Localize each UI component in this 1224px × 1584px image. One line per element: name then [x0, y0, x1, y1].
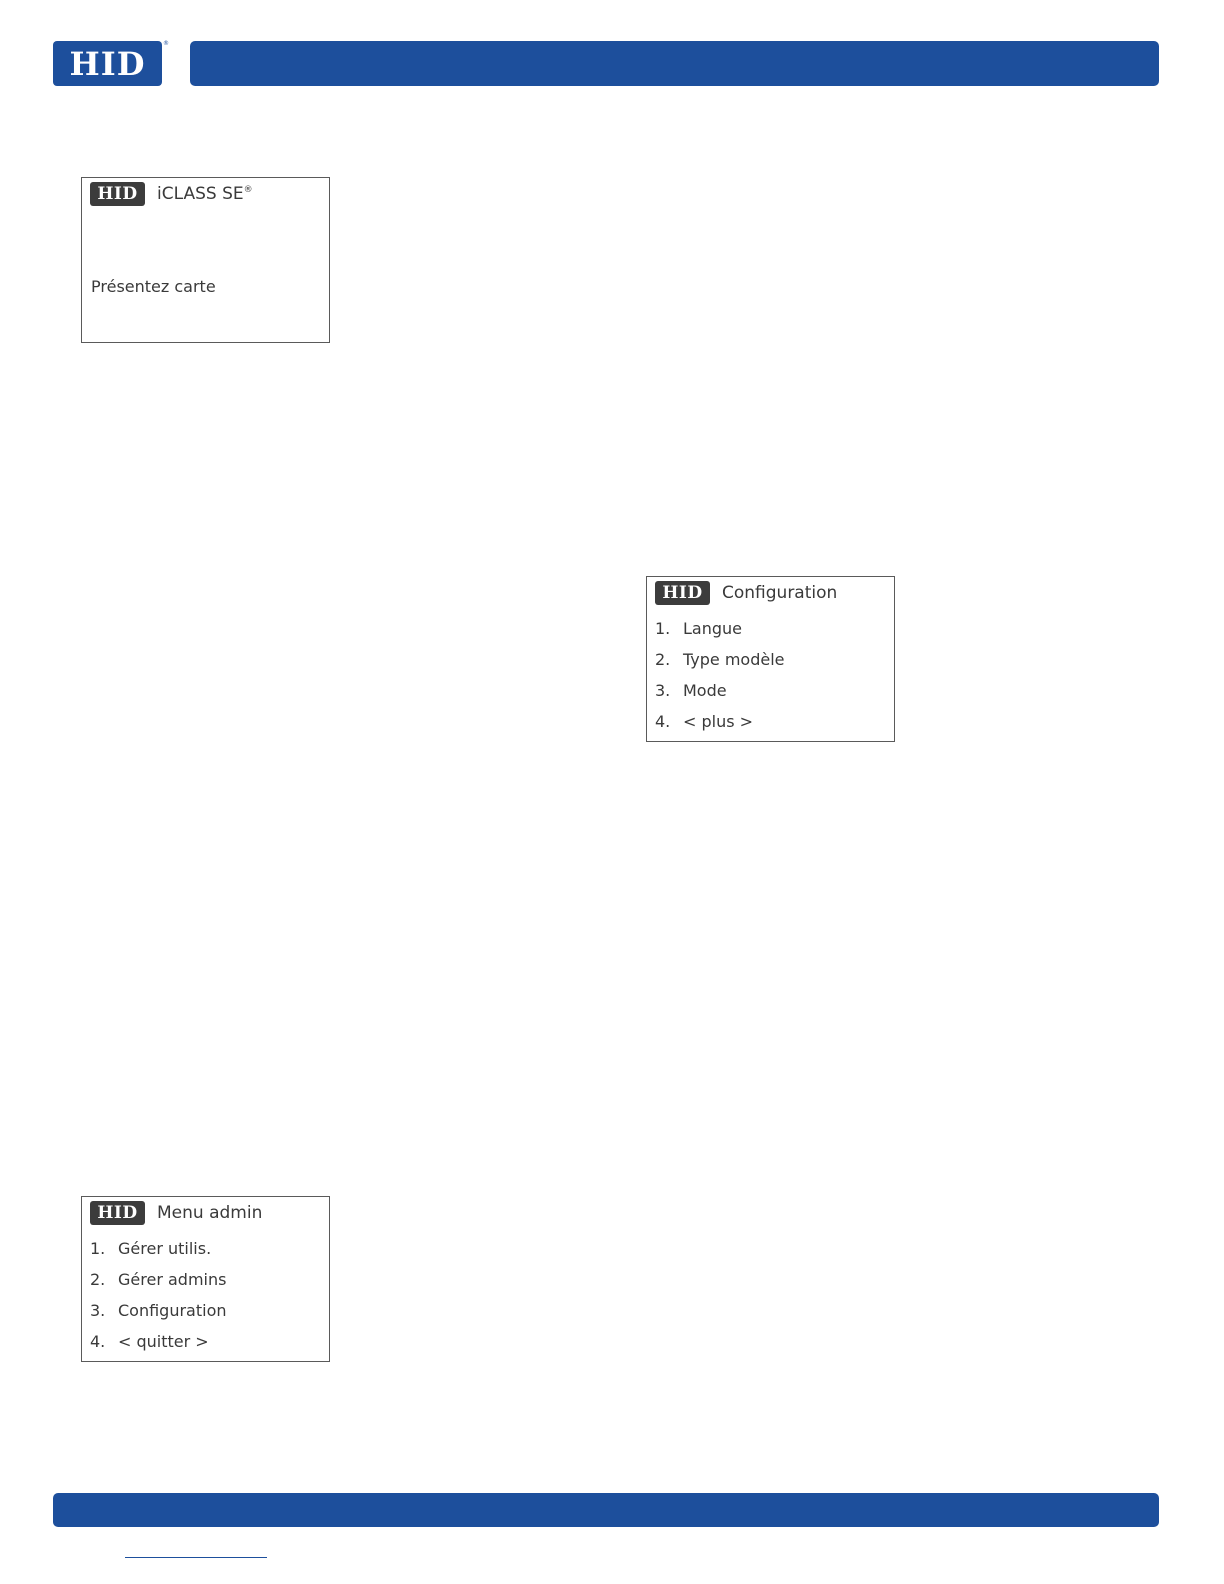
- configuration-menu: [655, 613, 785, 737]
- configuration-menu-item-langue: [655, 613, 785, 644]
- configuration-screen-title: Configuration: [722, 583, 838, 603]
- configuration-screen-logo-text: HID: [662, 582, 703, 603]
- admin-menu: [90, 1233, 227, 1357]
- iclass-screen-title: [157, 184, 253, 204]
- configuration-menu-item-plus: [655, 706, 785, 737]
- menu-item-label: < plus >: [683, 712, 754, 731]
- configuration-menu-item-type-modele: [655, 644, 785, 675]
- menu-item-number: 2.: [90, 1270, 106, 1289]
- admin-screen: [81, 1196, 330, 1362]
- admin-screen-logo: [90, 1201, 145, 1225]
- iclass-screen: [81, 177, 330, 343]
- iclass-screen-logo: [90, 182, 145, 206]
- admin-screen-title-row: [90, 1201, 262, 1225]
- menu-item-label: Gérer admins: [118, 1270, 227, 1289]
- admin-menu-item-configuration: [90, 1295, 227, 1326]
- menu-item-label: Gérer utilis.: [118, 1239, 212, 1258]
- menu-item-number: 3.: [655, 681, 671, 700]
- menu-item-number: 4.: [655, 712, 671, 731]
- menu-item-number: 1.: [90, 1239, 106, 1258]
- menu-item-number: 2.: [655, 650, 671, 669]
- configuration-screen-title-row: [655, 581, 837, 605]
- footer-link-underline: [125, 1557, 267, 1558]
- configuration-screen-logo: [655, 581, 710, 605]
- iclass-screen-title-row: [90, 182, 253, 206]
- configuration-menu-item-mode: [655, 675, 785, 706]
- footer-bar: [53, 1493, 1159, 1527]
- iclass-title-text: iCLASS SE: [157, 184, 244, 204]
- admin-screen-title: Menu admin: [157, 1203, 263, 1223]
- iclass-screen-logo-text: HID: [97, 183, 138, 204]
- iclass-title-mark: ®: [243, 185, 253, 195]
- admin-menu-item-gerer-utilis: [90, 1233, 227, 1264]
- registered-mark: ®: [163, 40, 169, 47]
- menu-item-label: Mode: [683, 681, 727, 700]
- admin-menu-item-gerer-admins: [90, 1264, 227, 1295]
- menu-item-number: 4.: [90, 1332, 106, 1351]
- iclass-screen-message: Présentez carte: [91, 277, 216, 296]
- header-bar: [190, 41, 1159, 86]
- menu-item-number: 3.: [90, 1301, 106, 1320]
- menu-item-label: Configuration: [118, 1301, 227, 1320]
- menu-item-label: < quitter >: [118, 1332, 209, 1351]
- menu-item-label: Langue: [683, 619, 742, 638]
- configuration-screen: [646, 576, 895, 742]
- menu-item-label: Type modèle: [683, 650, 785, 669]
- admin-screen-logo-text: HID: [97, 1202, 138, 1223]
- menu-item-number: 1.: [655, 619, 671, 638]
- hid-logo-text: HID: [69, 44, 146, 83]
- hid-logo: [53, 41, 162, 86]
- admin-menu-item-quitter: [90, 1326, 227, 1357]
